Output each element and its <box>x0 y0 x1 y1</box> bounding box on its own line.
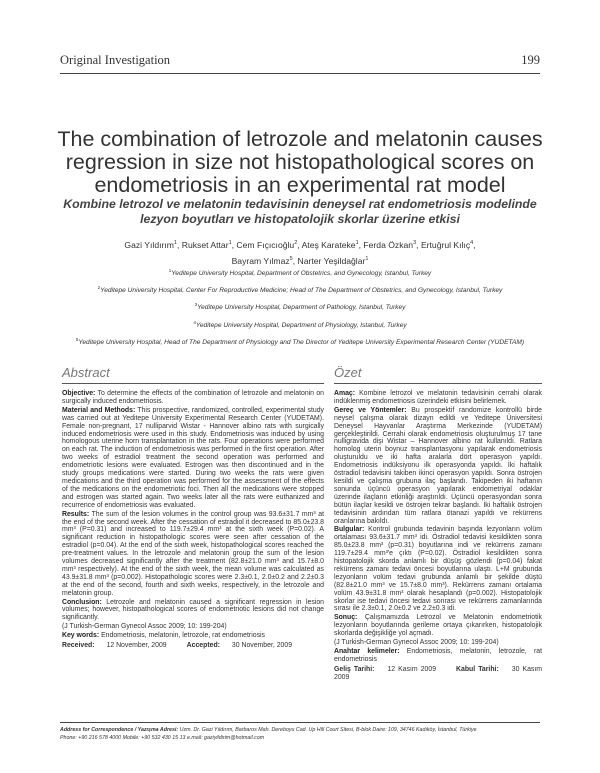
section-label: Original Investigation <box>60 53 171 67</box>
ozet-citation: (J Turkish-German Gynecol Assoc 2009; 10: 199-204) <box>334 639 499 647</box>
author-list <box>60 236 540 268</box>
author: Ferda Özkan$^3$, <box>363 239 421 250</box>
affiliation: $^2$Yeditepe University Hospital, Center For Reproductive Medicine; Head of The Department of Obstetrics, and Gynecology, Istanbul, Turkey <box>97 285 503 295</box>
ozet-keywords: Anahtar kelimeler: Endometriosis, melatonin, letrozole, rat endometriosis <box>334 648 543 663</box>
author: Bayram Yılmaz$^5$, <box>231 255 298 266</box>
abstract-heading: Abstract <box>62 365 110 380</box>
page-number: 199 <box>521 53 540 67</box>
abstract-objective: Objective: To determine the effects of the combination of letrozole and melatonin on surgically induced endometriosis. <box>62 390 324 405</box>
author: Ertuğrul Kılıç$^4$, <box>420 239 476 250</box>
ozet-dates: Geliş Tarihi: 12 Kasım 2009 Kabul Tarihi: 30 Kasım 2009 <box>334 665 542 681</box>
affiliation: $^4$Yeditepe University Hospital, Department of Physiology, Istanbul, Turkey <box>193 319 407 329</box>
abstract-keywords: Key words: Endometriosis, melatonin, letrozole, rat endometriosis <box>62 632 265 640</box>
ozet-body <box>334 390 542 683</box>
affiliation: $^3$Yeditepe University Hospital, Department of Pathology, Istanbul, Turkey <box>194 302 406 312</box>
affiliation: $^5$Yeditepe University Hospital, Head of The Department of Physiology and The Director of Yeditepe University Experimental Research Center (YUDETAM) <box>75 336 525 346</box>
ozet-sonuc: Sonuç: Çalışmamızda Letrozol ve Melatonin endometriotik lezyonların boyutlarında gerileme ortaya çıkarırken, histopatolojik skorlarda değişikliğe yol açmadı. <box>334 614 542 638</box>
abstract-body <box>62 390 324 651</box>
affiliation-list <box>58 264 542 350</box>
author: Rukset Attar$^1$, <box>181 239 237 250</box>
header-divider <box>60 73 540 74</box>
author: Ateş Karateke$^1$, <box>301 239 364 250</box>
page-header <box>60 53 540 71</box>
author: Cem Fıçıcıoğlu$^2$, <box>236 239 302 250</box>
author: Gazi Yıldırım$^1$, <box>124 239 182 250</box>
ozet-amac: Amaç: Kombine letrozol ve melatonin tedavisinin cerrahi olarak indüklenmiş endometriosis üzerindeki etkisini belirlemek. <box>334 390 542 405</box>
affiliation: $^1$Yeditepe University Hospital, Department of Obstetrics, and Gynecology, Istanbul, Turkey <box>168 268 432 278</box>
abstract-divider <box>62 383 324 384</box>
article-title-turkish: Kombine letrozol ve melatonin tedavisinin deneysel rat endometriosis modelinde lezyon boyutları ve histopatolojik skorlar üzerine etkisi <box>63 197 537 226</box>
ozet-heading: Özet <box>334 365 362 380</box>
article-title: The combination of letrozole and melatonin causes regression in size not histopathological scores on endometriosis in an experimental rat model <box>57 127 543 197</box>
ozet-bulgular: Bulgular: Kontrol grubunda tedavinin başında lezyonların volüm ortalaması 93.6±31.7 mm³ idi. Östradiol tedavisi kesildikten sonra 85.0±23.8 mm³ (p=0.31) boyutlarına indi ve rekürrens zamanı 119.7±29.4 mm³'e çıktı (P=0.02). Östradiol kesildikten sonra histopatolojik skorda anlamlı bir düşüş gözlendi (p=0.04) fakat rekürrens zamanı tedavi öncesi boyutlarına ulaştı. L+M grubunda lezyonların volüm tedavi grubunda anlamlı bir şekilde düştü (82.8±21.0 mm³ ve 15.7±8.0 mm³). Rekürrens zamanı ortalama volüm 43.9±31.8 mm³ olarak hesaplandı (p=0.002). Histopatolojik skorlar ise tedavi öncesi tedavi sonrası ve rekürrens zamanlarında sırası ile 2.3±0.1, 2.0±0.2 ve 2.2±0.3 idi. <box>334 526 542 613</box>
abstract-citation: (J Turkish-German Gynecol Assoc 2009; 10: 199-204) <box>62 623 227 631</box>
correspondence-address: Address for Correspondence / Yazışma Adresi: Uzm. Dr. Gazi Yıldırım, Barbaros Mah. Dereboyu Cad. Up Hill Court Sitesi, B-blok Daire: 109, 34746 Kadıköy, İstanbul, Türkiye <box>60 727 477 733</box>
abstract-dates: Received: 12 November, 2009 Accepted: 30 November, 2009 <box>62 642 293 650</box>
abstract-methods: Material and Methods: This prospective, randomized, controlled, experimental study was carried out at Yeditepe University Experimental Research Center (YUDETAM). Female non-pregnant, 17 nulliparvid Wistar - Hannover albino rats with surgically induced endometriosis were used in this study. Endometriosis was induced by using homologous uterine horn transplantation in the rats. Four operations were performed on each rat. The induction of endometriosis was performed in the first operation. After two weeks of estradiol treatment the second operation was performed and endometriotic lesions were evaluated. Estrogen was then discontinued and in the study groups medications were started. During two weeks the rats were given medications and the third operation was performed for the assessment of the effects of the medications on the endometriotic foci. Then all the medications were stopped and estrogen was started again. Two weeks later all the rats were euthanized and recurrence of endometriosis was evaluated. <box>62 406 324 509</box>
ozet-gerec: Gereç ve Yöntemler: Bu prospektif randomize kontrollü birde neysel çalışma olarak dizayn edildi ve Yeditepe Üniversitesi Deneysel Hayvanlar Araştırma Merkezinde (YUDETAM) gerçekleştirildi. Cerrahi olarak endometriosis oluşturulmuş 17 tane nulligravida dişi Wistar – Hannover albino rat kullanıldı. Ratlara homolog uterin boynuz transplantasyonu yapılarak endometriosis oluşturuldu ve iki hafta aralarla dört operasyon yapıldı. Endometriosis indüksiyonu ilk operasyonda yapıldı. İki haftalık östradiol tedavisini takiben ikinci operasyon yapıldı. Sonra östrojen kesildi ve çalışma grubuna ilaç başlandı. Takipeden iki haftanın sonunda üçüncü operasyon yapılarak endometriyal odaklar üzerinde ilaçların etkinliği araştırıldı. Üçüncü operasyondan sonra bütün ilaçlar kesildi ve östrojen tekrar başlandı. İki haftalık östrojen tedavisinin ardından tüm ratlara ötanazi yapıldı ve rekürrens oranlarına bakıldı. <box>334 406 543 525</box>
abstract-conclusion: Conclusion: Letrozole and melatonin caused a significant regression in lesion volumes; however, histopathological scores of endometriotic lesions did not change significantly. <box>62 598 324 622</box>
author: Narter Yeşildağlar$^1$ <box>297 255 369 266</box>
ozet-divider <box>334 383 542 384</box>
correspondence-footer <box>60 727 540 742</box>
abstract-results: Results: The sum of the lesion volumes in the control group was 93.6±31.7 mm³ at the end of the second week. After the cessation of estradiol it decreased to 85.0±23.8 mm³ (P=0.31) and increased to 119.7±29.4 mm³ at the sixth week (P=0.02). A significant reduction in histopathologic scores were seen after cessation of the estradiol (p=0.04). At the end of the sixth week, histopathological scores reached the pre-treatment values. In the letrozole and melatonin group the sum of the lesion volumes decreased significantly after the treatment (82.8±21.0 mm³ and 15.7±8.0 mm³ respectively). At the end of the sixth week, the mean volume was calculated as 43.9±31.8 mm³ (p=0.002). Histopathologic scores were 2.3±0.1, 2.0±0.2 and 2.2±0.3 at the end of the second, fourth and sixth weeks, respectively, in the letrozole and melatonin group. <box>62 510 324 597</box>
footer-divider <box>60 722 540 723</box>
correspondence-contact: Phone: +90 216 578 4000 Mobile: +90 532 430 15 13 e.mail: gaziyildirim@hotmail.com <box>60 734 265 741</box>
